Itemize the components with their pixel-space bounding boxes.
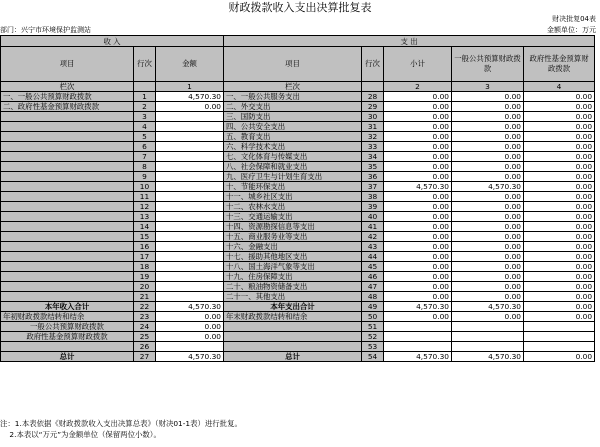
expense-general-budget: 0.00 [452,272,524,282]
expense-row-no: 41 [362,222,384,232]
income-row-no: 2 [134,102,156,112]
expense-item [224,332,362,342]
expense-gov-fund: 0.00 [524,282,595,292]
expense-col-3: 3 [452,82,524,92]
expense-row-no: 45 [362,262,384,272]
expense-group-header: 支 出 [224,36,595,47]
expense-gov-fund: 0.00 [524,252,595,262]
expense-item: 十六、金融支出 [224,242,362,252]
income-item [1,202,134,212]
expense-subtotal: 0.00 [384,222,452,232]
expense-subtotal: 4,570.30 [384,182,452,192]
income-amount: 0.00 [156,322,224,332]
expense-row-no: 38 [362,192,384,202]
expense-item [224,342,362,352]
expense-row-no: 51 [362,322,384,332]
income-row-no: 11 [134,192,156,202]
expense-row-no: 39 [362,202,384,212]
income-item [1,342,134,352]
expense-row-no: 43 [362,242,384,252]
expense-row-no: 40 [362,212,384,222]
income-amount [156,202,224,212]
income-group-header: 收 入 [1,36,224,47]
expense-item: 二十、粮油物资储备支出 [224,282,362,292]
expense-gov-fund: 0.00 [524,312,595,322]
expense-item: 五、教育支出 [224,132,362,142]
expense-subtotal: 0.00 [384,282,452,292]
expense-row-no: 46 [362,272,384,282]
income-row-no: 5 [134,132,156,142]
table-row [1,232,595,242]
expense-subtotal: 0.00 [384,262,452,272]
expense-gov-fund: 0.00 [524,172,595,182]
income-item [1,122,134,132]
income-row-no: 17 [134,252,156,262]
expense-col-2: 2 [384,82,452,92]
income-item [1,292,134,302]
income-item: 年初财政拨款结转和结余 [1,312,134,322]
income-item [1,112,134,122]
income-amount [156,242,224,252]
expense-general-budget: 0.00 [452,122,524,132]
expense-gov-fund: 0.00 [524,122,595,132]
expense-gov-fund: 0.00 [524,182,595,192]
income-amount [156,122,224,132]
expense-general-budget: 0.00 [452,282,524,292]
unit-label: 金额单位：万元 [547,26,596,34]
expense-gov-fund: 0.00 [524,212,595,222]
expense-row-no: 34 [362,152,384,162]
expense-general-budget: 0.00 [452,142,524,152]
footnotes [0,418,242,440]
table-row [1,302,595,312]
income-item: 政府性基金预算财政拨款 [1,332,134,342]
footnote-2: 2.本表以“万元”为金额单位（保留两位小数）。 [0,430,161,439]
expense-row-no: 52 [362,332,384,342]
expense-item: 一、一般公共服务支出 [224,92,362,102]
table-row [1,242,595,252]
expense-subtotal: 0.00 [384,252,452,262]
expense-gov-fund: 0.00 [524,352,595,362]
income-item: 一般公共预算财政拨款 [1,322,134,332]
table-row [1,222,595,232]
expense-subtotal: 0.00 [384,172,452,182]
income-amount [156,292,224,302]
income-row-no: 18 [134,262,156,272]
income-row-no: 19 [134,272,156,282]
expense-gov-fund: 0.00 [524,262,595,272]
expense-item: 二、外交支出 [224,102,362,112]
expense-gov-fund: 0.00 [524,112,595,122]
expense-row-no: 30 [362,112,384,122]
expense-item: 总计 [224,352,362,362]
table-row [1,352,595,362]
income-item [1,282,134,292]
expense-gov-fund [524,332,595,342]
income-item [1,172,134,182]
expense-item: 七、文化体育与传媒支出 [224,152,362,162]
expense-item: 八、社会保障和就业支出 [224,162,362,172]
expense-item: 十五、商业服务业等支出 [224,232,362,242]
income-item [1,222,134,232]
expense-subtotal: 0.00 [384,212,452,222]
income-item [1,242,134,252]
expense-item: 十四、资源勘探信息等支出 [224,222,362,232]
expense-subtotal [384,332,452,342]
income-row-no: 13 [134,212,156,222]
expense-general-budget: 0.00 [452,252,524,262]
expense-item: 年末财政拨款结转和结余 [224,312,362,322]
expense-gov-fund: 0.00 [524,92,595,102]
income-amount [156,222,224,232]
expense-subtotal: 0.00 [384,232,452,242]
expense-item-header: 项目 [224,47,362,82]
subtotal-header: 小计 [384,47,452,82]
expense-subtotal: 0.00 [384,112,452,122]
income-row-no: 23 [134,312,156,322]
income-amount [156,152,224,162]
expense-subtotal: 0.00 [384,122,452,132]
income-row-no: 8 [134,162,156,172]
expense-gov-fund: 0.00 [524,132,595,142]
income-row-no: 9 [134,172,156,182]
expense-gov-fund: 0.00 [524,242,595,252]
income-item [1,262,134,272]
expense-general-budget: 0.00 [452,112,524,122]
income-amount [156,282,224,292]
expense-gov-fund: 0.00 [524,152,595,162]
expense-gov-fund: 0.00 [524,202,595,212]
expense-row-no: 37 [362,182,384,192]
expense-item [224,322,362,332]
income-row-no: 27 [134,352,156,362]
expense-general-budget: 0.00 [452,242,524,252]
table-row [1,252,595,262]
income-amount [156,252,224,262]
income-item [1,232,134,242]
income-row-no: 3 [134,112,156,122]
report-title: 财政拨款收入支出决算批复表 [228,1,372,14]
expense-row-no: 31 [362,122,384,132]
expense-subtotal: 0.00 [384,242,452,252]
income-amount [156,112,224,122]
expense-col-4: 4 [524,82,595,92]
income-item-header: 项目 [1,47,134,82]
table-row [1,92,595,102]
income-item [1,192,134,202]
expense-gov-fund: 0.00 [524,192,595,202]
table-row [1,102,595,112]
income-row-no: 20 [134,282,156,292]
expense-general-budget: 0.00 [452,232,524,242]
income-row-no: 7 [134,152,156,162]
expense-subtotal: 0.00 [384,162,452,172]
income-item: 二、政府性基金预算财政拨款 [1,102,134,112]
expense-row-no: 36 [362,172,384,182]
expense-general-budget: 0.00 [452,102,524,112]
income-item [1,212,134,222]
income-item: 本年收入合计 [1,302,134,312]
expense-general-budget [452,332,524,342]
income-amount [156,142,224,152]
expense-general-budget: 0.00 [452,292,524,302]
expense-item: 本年支出合计 [224,302,362,312]
form-code: 财决批复04表 [552,15,596,23]
income-row-no: 6 [134,142,156,152]
expense-row-no: 44 [362,252,384,262]
income-amount [156,182,224,192]
expense-item: 十九、住房保障支出 [224,272,362,282]
income-column-blank [134,82,156,92]
expense-subtotal: 0.00 [384,312,452,322]
table-row [1,262,595,272]
expense-row-no: 47 [362,282,384,292]
table-row [1,332,595,342]
expense-column-blank [362,82,384,92]
table-row [1,172,595,182]
income-row-no: 16 [134,242,156,252]
income-row-no: 24 [134,322,156,332]
income-amount [156,342,224,352]
expense-item: 十、节能环保支出 [224,182,362,192]
footnote-1: 注：1.本表依据《财政拨款收入支出决算总表》（财决01-1表）进行批复。 [0,419,242,428]
expense-subtotal: 0.00 [384,152,452,162]
expense-item: 六、科学技术支出 [224,142,362,152]
income-item [1,152,134,162]
expense-gov-fund: 0.00 [524,272,595,282]
income-amount [156,132,224,142]
expense-subtotal: 0.00 [384,142,452,152]
expense-item: 十七、援助其他地区支出 [224,252,362,262]
income-amount: 4,570.30 [156,352,224,362]
expense-gov-fund [524,342,595,352]
income-amount: 0.00 [156,102,224,112]
income-item [1,252,134,262]
expense-subtotal: 0.00 [384,92,452,102]
expense-item: 十二、农林水支出 [224,202,362,212]
expense-item: 十一、城乡社区支出 [224,192,362,202]
expense-gov-fund: 0.00 [524,292,595,302]
approval-table [0,35,595,362]
income-row-no: 26 [134,342,156,352]
expense-general-budget: 0.00 [452,92,524,102]
table-row [1,192,595,202]
expense-gov-fund: 0.00 [524,232,595,242]
expense-general-budget: 0.00 [452,212,524,222]
income-item [1,182,134,192]
income-amount: 0.00 [156,332,224,342]
table-row [1,292,595,302]
expense-row-no: 54 [362,352,384,362]
table-row [1,122,595,132]
income-amount: 4,570.30 [156,302,224,312]
general-budget-header: 一般公共预算财政拨款 [452,47,524,82]
income-item [1,162,134,172]
expense-general-budget: 0.00 [452,312,524,322]
income-row-no: 10 [134,182,156,192]
income-column-label: 栏次 [1,82,134,92]
expense-gov-fund: 0.00 [524,142,595,152]
table-row [1,112,595,122]
income-amount [156,192,224,202]
income-amount [156,232,224,242]
income-row-no-header: 行次 [134,47,156,82]
expense-subtotal: 0.00 [384,202,452,212]
expense-item: 九、医疗卫生与计划生育支出 [224,172,362,182]
expense-row-no: 33 [362,142,384,152]
table-row [1,132,595,142]
table-row [1,342,595,352]
expense-general-budget: 4,570.30 [452,352,524,362]
expense-general-budget: 0.00 [452,202,524,212]
table-row [1,142,595,152]
table-row [1,152,595,162]
income-row-no: 15 [134,232,156,242]
expense-general-budget: 4,570.30 [452,182,524,192]
table-row [1,202,595,212]
income-amount [156,162,224,172]
expense-row-no: 29 [362,102,384,112]
expense-general-budget [452,342,524,352]
table-row [1,322,595,332]
income-amount [156,212,224,222]
expense-item: 十八、国土海洋气象等支出 [224,262,362,272]
table-row [1,212,595,222]
table-row [1,312,595,322]
table-row [1,282,595,292]
income-amount: 0.00 [156,312,224,322]
expense-gov-fund [524,322,595,332]
table-row [1,182,595,192]
expense-general-budget: 0.00 [452,172,524,182]
expense-gov-fund: 0.00 [524,302,595,312]
expense-subtotal: 4,570.30 [384,352,452,362]
income-amount [156,272,224,282]
expense-item: 四、公共安全支出 [224,122,362,132]
table-row [1,162,595,172]
expense-row-no: 32 [362,132,384,142]
expense-row-no-header: 行次 [362,47,384,82]
expense-general-budget: 0.00 [452,152,524,162]
income-row-no: 25 [134,332,156,342]
expense-general-budget: 0.00 [452,132,524,142]
expense-gov-fund: 0.00 [524,162,595,172]
expense-subtotal: 0.00 [384,132,452,142]
department-label: 部门：兴宁市环境保护监测站 [0,26,91,34]
income-col-1: 1 [156,82,224,92]
expense-row-no: 49 [362,302,384,312]
income-item [1,142,134,152]
expense-general-budget: 0.00 [452,222,524,232]
income-row-no: 1 [134,92,156,102]
expense-row-no: 48 [362,292,384,302]
expense-row-no: 28 [362,92,384,102]
expense-gov-fund: 0.00 [524,222,595,232]
expense-general-budget: 0.00 [452,192,524,202]
income-amount [156,172,224,182]
income-amount [156,262,224,272]
expense-subtotal: 4,570.30 [384,302,452,312]
expense-subtotal: 0.00 [384,272,452,282]
income-item: 总计 [1,352,134,362]
income-item [1,272,134,282]
income-row-no: 21 [134,292,156,302]
expense-subtotal: 0.00 [384,102,452,112]
expense-gov-fund: 0.00 [524,102,595,112]
income-item: 一、一般公共预算财政拨款 [1,92,134,102]
expense-general-budget: 0.00 [452,262,524,272]
expense-subtotal: 0.00 [384,192,452,202]
expense-subtotal: 0.00 [384,292,452,302]
expense-row-no: 50 [362,312,384,322]
expense-item: 十三、交通运输支出 [224,212,362,222]
income-row-no: 14 [134,222,156,232]
table-row [1,272,595,282]
income-row-no: 12 [134,202,156,212]
expense-item: 二十一、其他支出 [224,292,362,302]
expense-subtotal [384,322,452,332]
income-row-no: 4 [134,122,156,132]
expense-item: 三、国防支出 [224,112,362,122]
expense-row-no: 53 [362,342,384,352]
income-amount: 4,570.30 [156,92,224,102]
expense-row-no: 42 [362,232,384,242]
expense-subtotal [384,342,452,352]
expense-general-budget [452,322,524,332]
expense-column-label: 栏次 [224,82,362,92]
income-amount-header: 金额 [156,47,224,82]
income-item [1,132,134,142]
gov-fund-header: 政府性基金预算财政拨款 [524,47,595,82]
expense-row-no: 35 [362,162,384,172]
income-row-no: 22 [134,302,156,312]
expense-general-budget: 0.00 [452,162,524,172]
expense-general-budget: 4,570.30 [452,302,524,312]
